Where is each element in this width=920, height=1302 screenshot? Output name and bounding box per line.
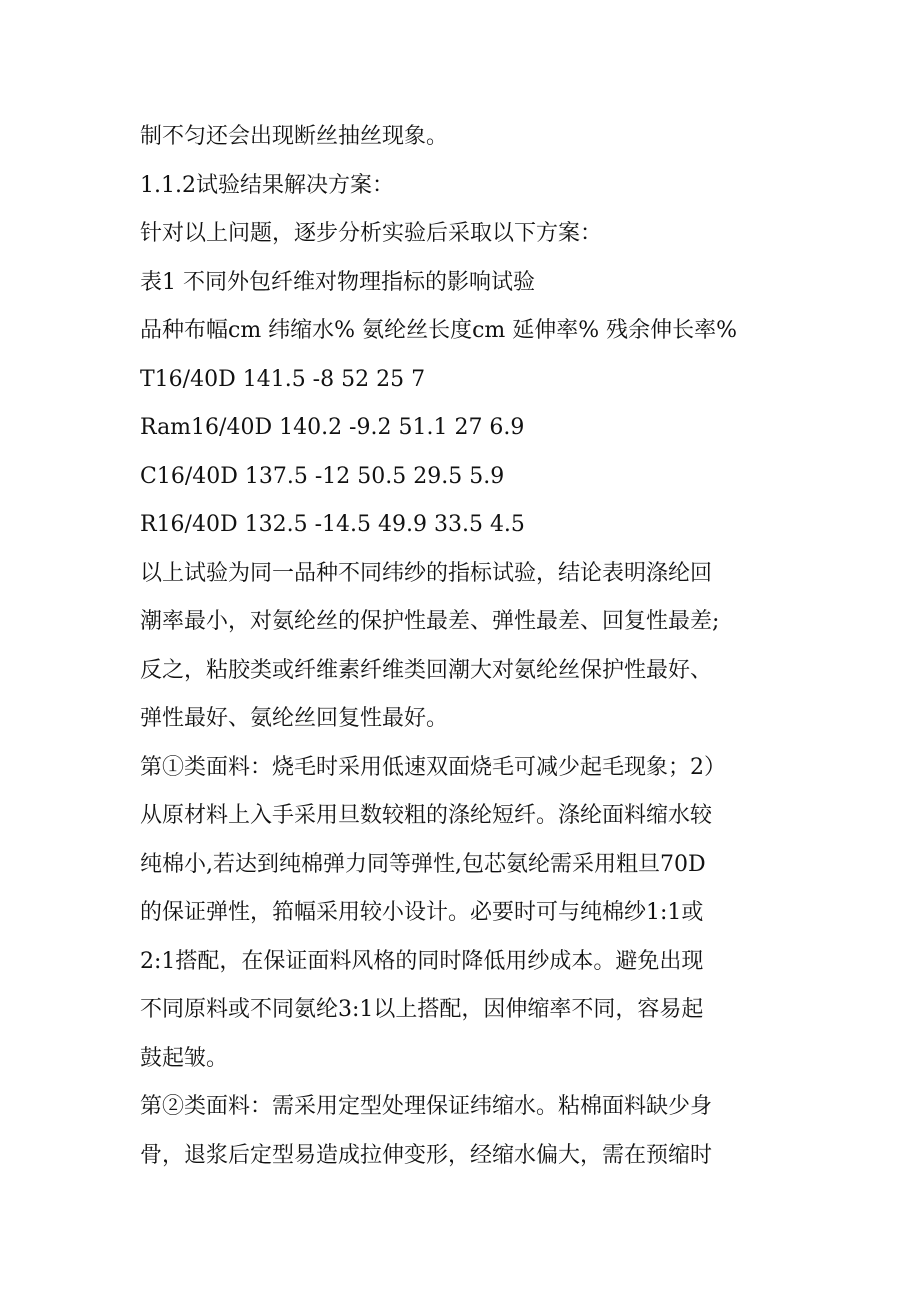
text-line: 以上试验为同一品种不同纬纱的指标试验，结论表明涤纶回 <box>140 560 713 586</box>
table-header-line: 品种布幅cm 纬缩水% 氨纶丝长度cm 延伸率% 残余伸长率% <box>140 318 738 343</box>
section-heading: 1.1.2试验结果解决方案： <box>140 172 394 198</box>
text-line: 不同原料或不同氨纶3:1以上搭配，因伸缩率不同，容易起 <box>140 997 704 1022</box>
text-line: 鼓起皱。 <box>140 1045 229 1071</box>
document-page <box>140 113 800 1180</box>
text-line: 骨，退浆后定型易造成拉伸变形，经缩水偏大，需在预缩时 <box>140 1142 713 1168</box>
text-line: 反之，粘胶类或纤维素纤维类回潮大对氨纶丝保护性最好、 <box>140 657 713 683</box>
text-line: 纯棉小,若达到纯棉弹力同等弹性,包芯氨纶需采用粗旦70D <box>140 851 706 877</box>
text-line: 潮率最小，对氨纶丝的保护性最差、弹性最差、回复性最差; <box>140 609 720 634</box>
table-data-line: C16/40D 137.5 -12 50.5 29.5 5.9 <box>140 463 505 489</box>
table-caption: 表1 不同外包纤维对物理指标的影响试验 <box>140 269 535 295</box>
text-line: 2:1搭配，在保证面料风格的同时降低用纱成本。避免出现 <box>140 948 704 974</box>
text-line: 从原材料上入手采用旦数较粗的涤纶短纤。涤纶面料缩水较 <box>140 803 713 828</box>
text-line: 制不匀还会出现断丝抽丝现象。 <box>140 124 449 149</box>
table-data-line: T16/40D 141.5 -8 52 25 7 <box>140 366 426 392</box>
table-data-line: R16/40D 132.5 -14.5 49.9 33.5 4.5 <box>140 512 525 537</box>
table-data-line: Ram16/40D 140.2 -9.2 51.1 27 6.9 <box>140 415 525 440</box>
text-line: 针对以上问题，逐步分析实验后采取以下方案： <box>140 221 603 246</box>
text-line: 第②类面料：需采用定型处理保证纬缩水。粘棉面料缺少身 <box>140 1094 713 1119</box>
text-line: 第①类面料：烧毛时采用低速双面烧毛可减少起毛现象；2） <box>140 754 726 780</box>
text-line: 的保证弹性，筘幅采用较小设计。必要时可与纯棉纱1:1或 <box>140 900 704 925</box>
text-line: 弹性最好、氨纶丝回复性最好。 <box>140 706 449 731</box>
